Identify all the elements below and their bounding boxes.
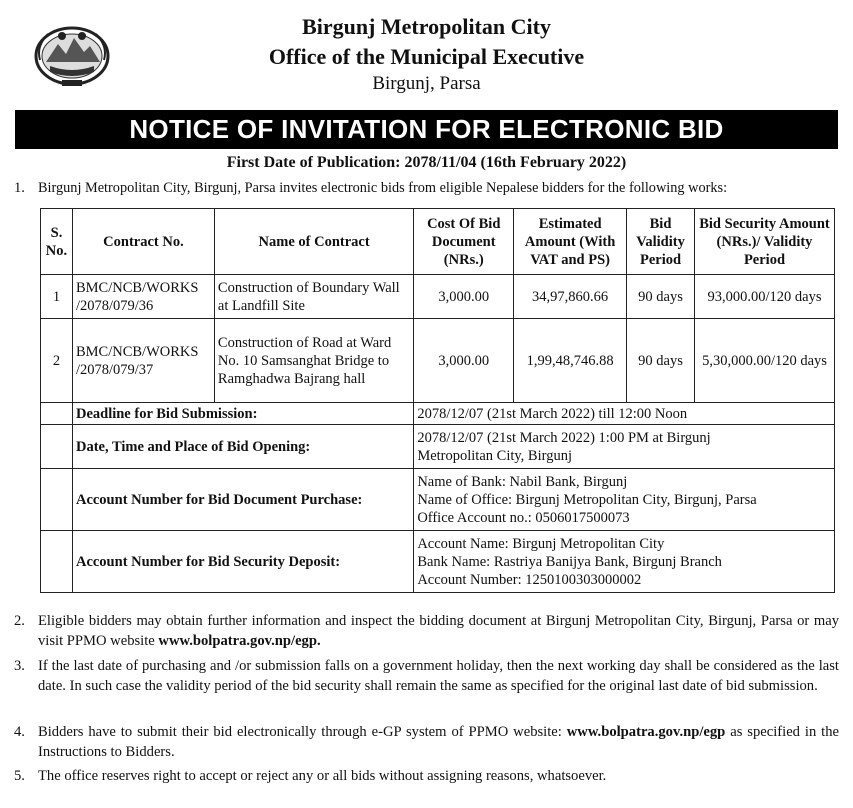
point-text (38, 611, 839, 651)
empty-cell (41, 403, 73, 425)
point-number: 4. (14, 724, 25, 740)
point-text: The office reserves right to accept or reject any or all bids without assigning reasons, whatsoever. (38, 768, 607, 784)
cell-security: 93,000.00/120 days (695, 275, 835, 319)
table-row (41, 319, 835, 403)
table-row (41, 275, 835, 319)
notice-header (0, 0, 853, 110)
cell-cost: 3,000.00 (414, 275, 514, 319)
point-number: 3. (14, 658, 25, 674)
purchase-line: Name of Office: Birgunj Metropolitan City, Birgunj, Parsa (417, 491, 757, 508)
city-title: Birgunj Metropolitan City (302, 14, 551, 39)
cell-estimate: 34,97,860.66 (514, 275, 627, 319)
point-text: If the last date of purchasing and /or submission falls on a government holiday, then the next working day shall be considered as the last date. In such case the validity period of the bid security shall remain the same as specified for the original last date of bid submission. (38, 658, 839, 694)
header-name: Name of Contract (214, 209, 413, 275)
purchase-row (41, 469, 835, 531)
bids-table (40, 208, 835, 593)
security-deposit-row (41, 531, 835, 593)
cell-estimate: 1,99,48,746.88 (514, 319, 627, 403)
deadline-value: 2078/12/07 (21st March 2022) till 12:00 Noon (414, 403, 835, 425)
point-body: Bidders have to submit their bid electronically through e-GP system of PPMO website: (38, 724, 567, 740)
point-number: 5. (14, 768, 25, 784)
cell-sno: 2 (41, 319, 73, 403)
point-text (38, 722, 839, 762)
opening-line: Metropolitan City, Birgunj (417, 447, 572, 464)
security-deposit-value (414, 531, 835, 593)
header-validity: Bid Validity Period (627, 209, 695, 275)
purchase-line: Name of Bank: Nabil Bank, Birgunj (417, 473, 628, 490)
purchase-line: Office Account no.: 0506017500073 (417, 509, 630, 526)
cell-name: Construction of Boundary Wall at Landfill Site (214, 275, 413, 319)
cell-security: 5,30,000.00/120 days (695, 319, 835, 403)
security-line: Account Number: 1250100303000002 (417, 571, 642, 588)
opening-label: Date, Time and Place of Bid Opening: (72, 425, 413, 469)
header-security: Bid Security Amount (NRs.)/ Validity Period (695, 209, 835, 275)
location-subtitle: Birgunj, Parsa (372, 73, 481, 94)
opening-line: 2078/12/07 (21st March 2022) 1:00 PM at Birgunj (417, 429, 711, 446)
opening-value (414, 425, 835, 469)
ppmo-link[interactable]: www.bolpatra.gov.np/egp (566, 724, 726, 740)
point-number: 1. (14, 180, 25, 196)
empty-cell (41, 469, 73, 531)
empty-cell (41, 531, 73, 593)
ppmo-link[interactable]: www.bolpatra.gov.np/egp. (158, 633, 321, 649)
header-cost: Cost Of Bid Document (NRs.) (414, 209, 514, 275)
point-body: as specified in the Instructions to Bidders. (38, 724, 839, 760)
point-text: Birgunj Metropolitan City, Birgunj, Parsa invites electronic bids from eligible Nepalese bidders for the following works: (38, 180, 728, 196)
security-line: Account Name: Birgunj Metropolitan City (417, 535, 665, 552)
cell-contract-no: BMC/NCB/WORKS /2078/079/36 (72, 275, 214, 319)
security-line: Bank Name: Rastriya Banijya Bank, Birgunj Branch (417, 553, 722, 570)
table-header-row (41, 209, 835, 275)
cell-cost: 3,000.00 (414, 319, 514, 403)
point-5 (14, 766, 839, 788)
cell-name: Construction of Road at Ward No. 10 Samsanghat Bridge to Ramghadwa Bajrang hall (214, 319, 413, 403)
cell-contract-no: BMC/NCB/WORKS /2078/079/37 (72, 319, 214, 403)
deadline-label: Deadline for Bid Submission: (72, 403, 413, 425)
point-4 (14, 722, 839, 764)
header-estimate: Estimated Amount (With VAT and PS) (514, 209, 627, 275)
point-3 (14, 656, 839, 718)
header-sno: S. No. (41, 209, 73, 275)
point-body: Eligible bidders may obtain further information and inspect the bidding document at Birgunj Metropolitan City, Birgunj, Parsa or may visit PPMO website (38, 613, 839, 649)
header-contract-no: Contract No. (72, 209, 214, 275)
opening-row (41, 425, 835, 469)
purchase-label: Account Number for Bid Document Purchase: (72, 469, 413, 531)
point-number: 2. (14, 613, 25, 629)
cell-validity: 90 days (627, 275, 695, 319)
office-title: Office of the Municipal Executive (268, 44, 585, 69)
security-deposit-label: Account Number for Bid Security Deposit: (72, 531, 413, 593)
point-1 (14, 178, 839, 200)
notice-banner: NOTICE OF INVITATION FOR ELECTRONIC BID (15, 110, 838, 149)
point-2 (14, 611, 839, 653)
purchase-value (414, 469, 835, 531)
empty-cell (41, 425, 73, 469)
cell-sno: 1 (41, 275, 73, 319)
publication-date: First Date of Publication: 2078/11/04 (16th February 2022) (226, 154, 627, 171)
cell-validity: 90 days (627, 319, 695, 403)
deadline-row (41, 403, 835, 425)
